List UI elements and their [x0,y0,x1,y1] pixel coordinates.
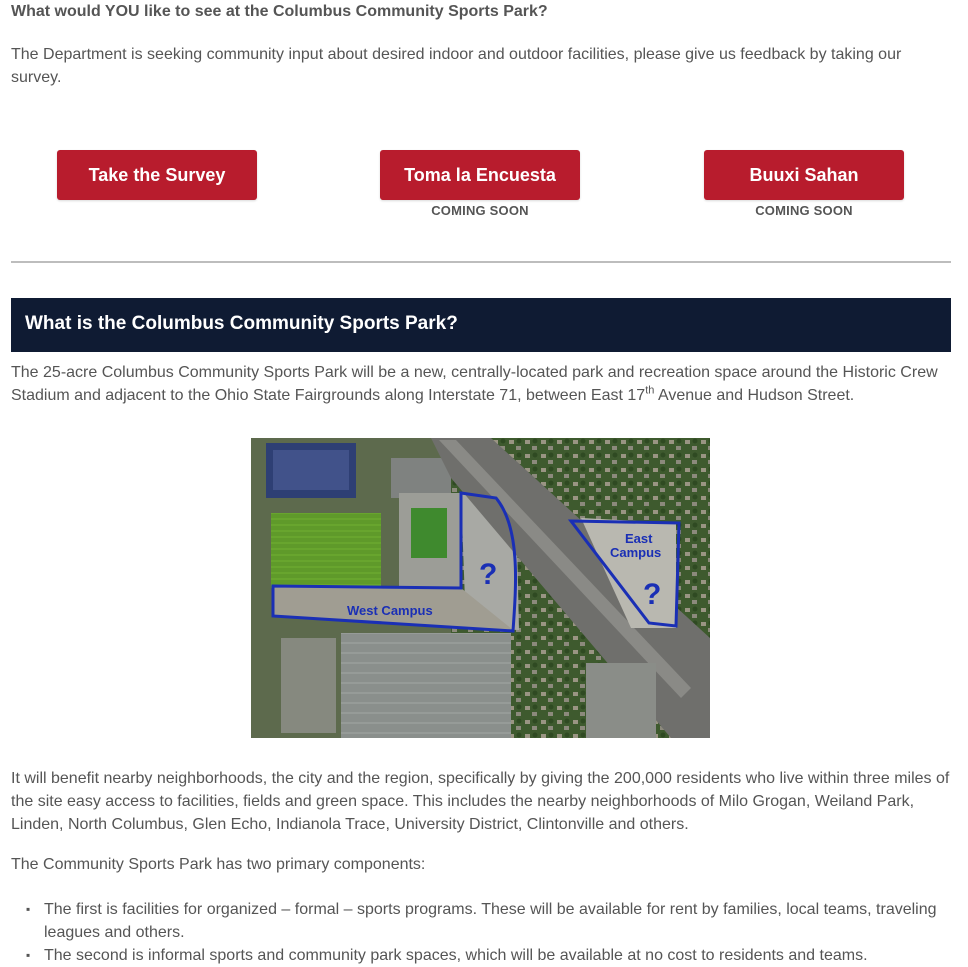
coming-soon-note-somali: COMING SOON [755,203,853,218]
list-item: ▪ The first is facilities for organized – formal – sports programs. These will be available for rent by families, local teams, traveling leagues and others. [44,898,968,944]
east-question-mark: ? [643,578,662,611]
west-campus-label: West Campus [347,603,433,618]
benefit-paragraph: It will benefit nearby neighborhoods, the city and the region, specifically by giving the 200,000 residents who live within three miles of the site easy access to facilities, fields and green space. This includes the nearby neighborhoods of Milo Grogan, Weiland Park, Linden, North Columbus, Glen Echo, Indianola Trace, University District, Clintonville and others. [11,770,950,833]
park-description: The 25-acre Columbus Community Sports Park will be a new, centrally-located park and recreation space around the Historic Crew Stadium and adjacent to the Ohio State Fairgrounds along Interstate 71, between East 17th Avenue and Hudson Street. [11,364,938,404]
section-divider [11,261,951,263]
east-campus-label-line1: East [625,531,653,546]
buuxi-sahan-button[interactable]: Buuxi Sahan [704,150,904,200]
survey-question: What would YOU like to see at the Columbus Community Sports Park? [11,3,548,20]
components-intro: The Community Sports Park has two primary components: [11,856,426,873]
list-item: ▪ The second is informal sports and community park spaces, which will be available at no cost to residents and teams. [44,944,968,967]
components-list [11,898,968,967]
west-question-mark: ? [479,558,498,591]
section-title: What is the Columbus Community Sports Park? [25,313,458,334]
coming-soon-note-spanish: COMING SOON [431,203,529,218]
toma-encuesta-button[interactable]: Toma la Encuesta [380,150,580,200]
take-survey-button[interactable]: Take the Survey [57,150,257,200]
site-map-image [251,438,710,738]
survey-intro: The Department is seeking community input about desired indoor and outdoor facilities, please give us feedback by taking our survey. [11,46,902,86]
east-campus-label-line2: Campus [610,545,662,560]
